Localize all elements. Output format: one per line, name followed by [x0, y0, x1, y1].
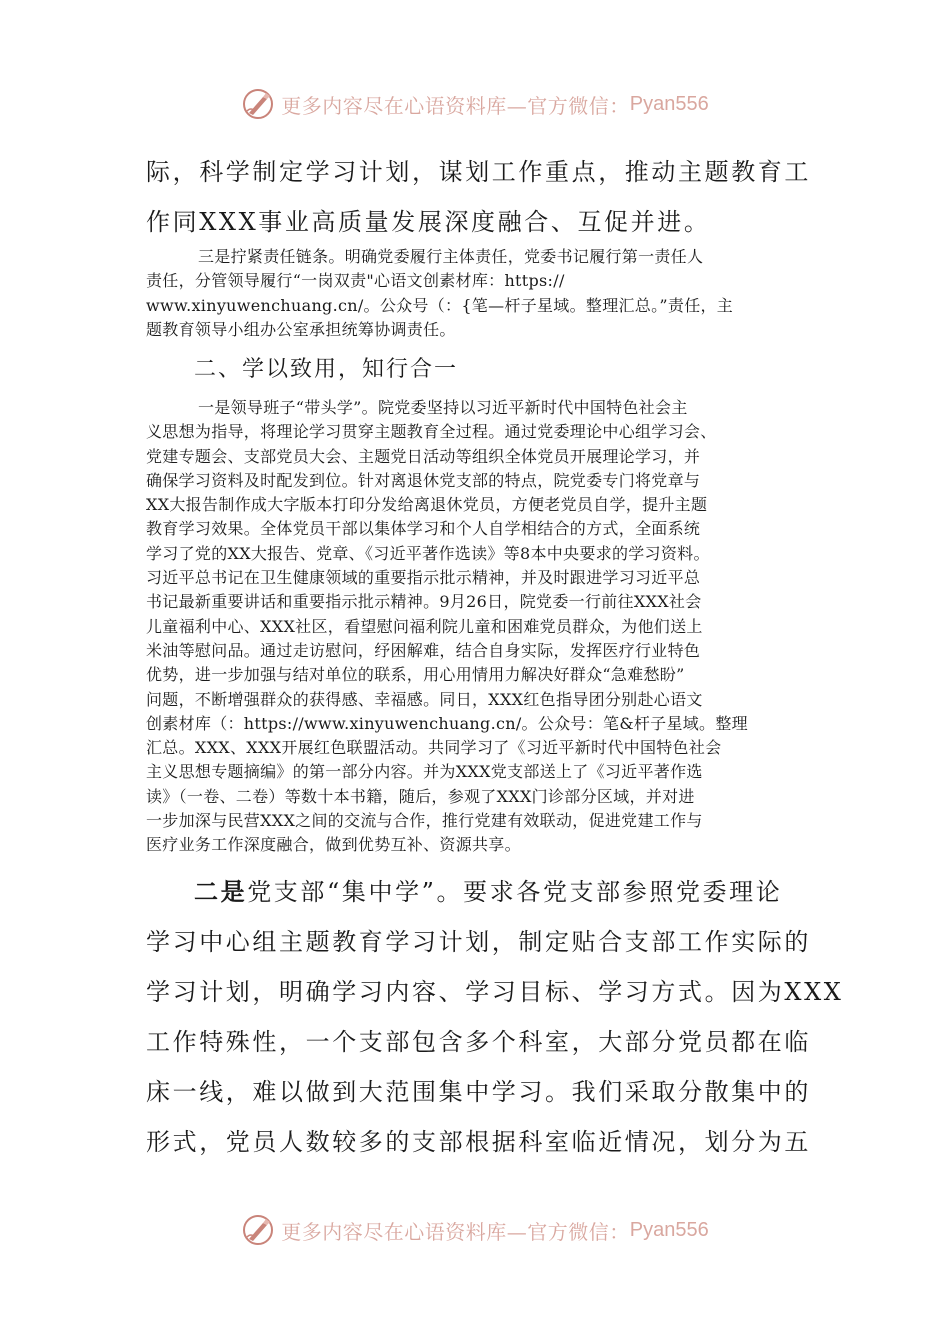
paragraph-line: 习近平总书记在卫生健康领域的重要指示批示精神，并及时跟进学习习近平总 [146, 568, 701, 588]
paragraph-line: 教育学习效果。全体党员干部以集体学习和个人自学相结合的方式，全面系统 [146, 519, 701, 539]
body-line [194, 877, 783, 906]
paragraph-line: 党建专题会、支部党员大会、主题党日活动等组织全体党员开展理论学习，并 [146, 446, 701, 466]
pen-logo-icon [241, 1213, 275, 1247]
paragraph-line: 创素材库（：https://www.xinyuwenchuang.cn/。公众号：笔&杆子星域。整理 [146, 713, 748, 733]
body-line: 际，科学制定学习计划，谋划工作重点，推动主题教育工 [146, 158, 811, 186]
watermark-banner-top [0, 84, 950, 124]
paragraph-line: 主义思想专题摘编》的第一部分内容。并为XXX党支部送上了《习近平著作选 [146, 762, 703, 782]
paragraph-line: 问题，不断增强群众的获得感、幸福感。同日，XXX红色指导团分别赴心语文 [146, 689, 703, 709]
watermark-wechat-id: Pyan556 [629, 92, 709, 115]
watermark-banner-bottom [0, 1210, 950, 1250]
paragraph-leadership-study [146, 396, 814, 858]
paragraph-line: 责任，分管领导履行“一岗双责"心语文创素材库：https:// [146, 271, 565, 291]
paragraph-line: XX大报告制作成大字版本打印分发给离退休党员，方便老党员自学，提升主题 [146, 495, 708, 515]
paragraph-line: 题教育领导小组办公室承担统筹协调责任。 [146, 319, 456, 339]
watermark-text: 更多内容尽在心语资料库—官方微信： [281, 93, 630, 118]
body-line: 学习计划，明确学习内容、学习目标、学习方式。因为XXX [146, 978, 844, 1006]
paragraph-line: 汇总。XXX、XXX开展红色联盟活动。共同学习了《习近平新时代中国特色社会 [146, 738, 722, 758]
body-line: 形式，党员人数较多的支部根据科室临近情况，划分为五 [146, 1128, 811, 1156]
lead-phrase: 二是 [194, 877, 248, 906]
body-line-rest: 党支部“集中学”。要求各党支部参照党委理论 [247, 878, 783, 906]
paragraph-line: 读》（一卷、二卷）等数十本书籍，随后，参观了XXX门诊部分区域，并对进 [146, 786, 695, 806]
body-line: 工作特殊性，一个支部包含多个科室，大部分党员都在临 [146, 1028, 811, 1056]
paragraph-line: 一是领导班子“带头学”。院党委坚持以习近平新时代中国特色社会主 [198, 398, 688, 417]
paragraph-line: 学习了党的XX大报告、党章、《习近平著作选读》等8本中央要求的学习资料。 [146, 543, 710, 563]
body-line: 床一线，难以做到大范围集中学习。我们采取分散集中的 [146, 1078, 811, 1106]
pen-logo-icon [241, 87, 275, 121]
paragraph-line: 确保学习资料及时配发到位。针对离退休党支部的特点，院党委专门将党章与 [146, 470, 701, 490]
paragraph-line: 儿童福利中心、XXX社区，看望慰问福利院儿童和困难党员群众，为他们送上 [146, 616, 703, 636]
paragraph-line: 优势，进一步加强与结对单位的联系，用心用情用力解决好群众“急难愁盼” [146, 665, 685, 685]
paragraph-line: 一步加深与民营XXX之间的交流与合作，推行党建有效联动，促进党建工作与 [146, 811, 703, 831]
watermark-wechat-id: Pyan556 [629, 1218, 709, 1241]
paragraph-line: 米油等慰问品。通过走访慰问，纾困解难，结合自身实际，发挥医疗行业特色 [146, 640, 701, 660]
paragraph-responsibility-chain [146, 245, 814, 342]
watermark-text: 更多内容尽在心语资料库—官方微信： [281, 1219, 630, 1244]
body-line: 作同XXX事业高质量发展深度融合、互促并进。 [146, 208, 711, 236]
paragraph-line: 书记最新重要讲话和重要指示批示精神。9月26日，院党委一行前往XXX社会 [146, 592, 702, 612]
body-line: 学习中心组主题教育学习计划，制定贴合支部工作实际的 [146, 928, 811, 956]
paragraph-line: 义思想为指导，将理论学习贯穿主题教育全过程。通过党委理论中心组学习会、 [146, 422, 717, 442]
section-heading: 二、学以致用，知行合一 [194, 357, 459, 382]
paragraph-line: www.xinyuwenchuang.cn/。公众号（：{笔—杆子星域。整理汇总。”责任，主 [146, 295, 734, 315]
paragraph-line: 医疗业务工作深度融合，做到优势互补、资源共享。 [146, 835, 521, 855]
paragraph-line: 三是拧紧责任链条。明确党委履行主体责任，党委书记履行第一责任人 [198, 247, 704, 266]
